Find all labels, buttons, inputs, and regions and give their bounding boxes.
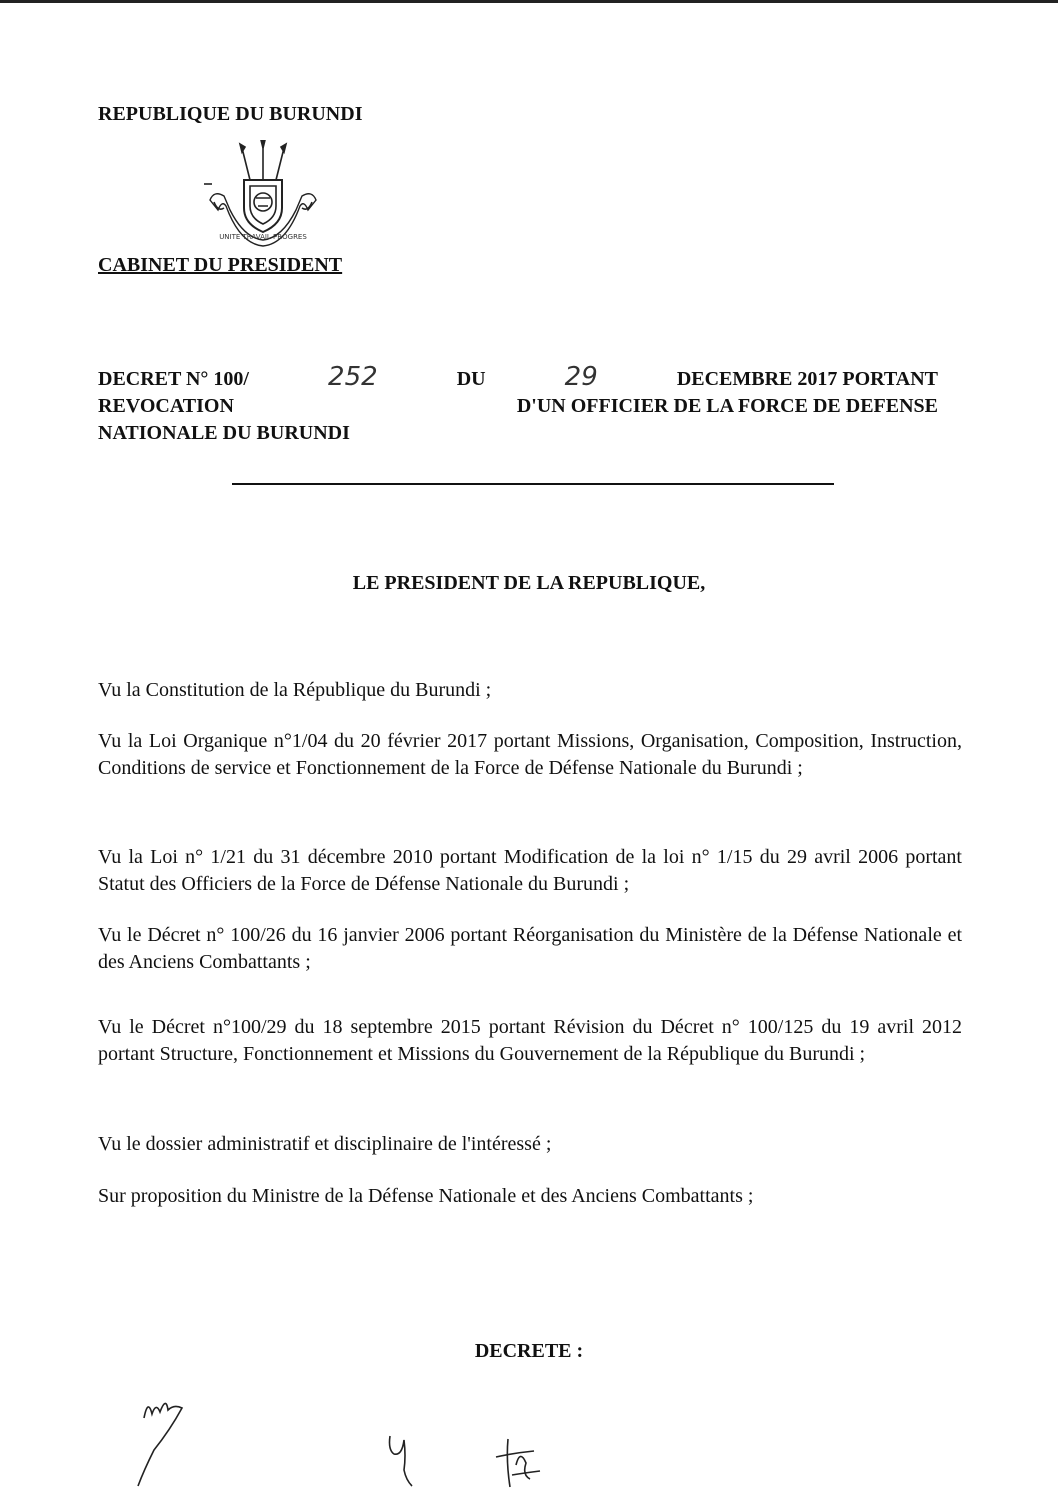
emblem-motto: UNITE TRAVAIL PROGRES	[219, 233, 307, 241]
visa-constitution: Vu la Constitution de la République du Burundi ;	[98, 679, 492, 701]
visa-loi-statut-officiers: Vu la Loi n° 1/21 du 31 décembre 2010 portant Modification de la loi n° 1/15 du 29 avril 2006 portant Statut des Officiers de la Force de Défense Nationale du Burundi ;	[98, 846, 962, 895]
handwritten-initials-left	[130, 1390, 200, 1490]
visa-dossier: Vu le dossier administratif et disciplinaire de l'intéressé ;	[98, 1133, 552, 1155]
decree-officier: D'UN OFFICIER DE LA FORCE DE DEFENSE	[516, 395, 938, 417]
cabinet-header: CABINET DU PRESIDENT	[98, 254, 343, 276]
title-divider	[232, 483, 834, 485]
visa-loi-organique: Vu la Loi Organique n°1/04 du 20 février 2017 portant Missions, Organisation, Composition, Instruction, Conditions de service et Fonctionnement de la Force de Défense Nationale du Burundi ;	[98, 730, 962, 779]
scan-top-edge	[0, 0, 1058, 3]
country-header: REPUBLIQUE DU BURUNDI	[98, 103, 363, 125]
visa-proposition: Sur proposition du Ministre de la Défense Nationale et des Anciens Combattants ;	[98, 1185, 754, 1207]
visa-decret-revision: Vu le Décret n°100/29 du 18 septembre 2015 portant Révision du Décret n° 100/125 du 19 avril 2012 portant Structure, Fonctionnement et Missions du Gouvernement de la République du Burundi ;	[98, 1016, 962, 1065]
decree-du: DU	[456, 368, 486, 390]
visa-decret-reorganisation: Vu le Décret n° 100/26 du 16 janvier 2006 portant Réorganisation du Ministère de la Défense Nationale et des Anciens Combattants ;	[98, 924, 962, 973]
handwritten-initials-right	[490, 1435, 550, 1495]
decrete-heading: DECRETE :	[474, 1340, 584, 1362]
decree-revocation: REVOCATION	[98, 395, 234, 417]
president-heading: LE PRESIDENT DE LA REPUBLIQUE,	[352, 572, 706, 594]
decree-title-line-2	[98, 393, 938, 420]
handwritten-initials-middle	[380, 1430, 420, 1490]
decree-month-year: DECEMBRE 2017 PORTANT	[676, 368, 938, 390]
decree-number-prefix: DECRET N° 100/	[98, 368, 249, 390]
handwritten-day: 29	[564, 362, 598, 392]
decree-title	[98, 364, 938, 447]
coat-of-arms-emblem	[200, 140, 326, 252]
handwritten-decree-number: 252	[328, 362, 378, 392]
decree-title-line-1	[98, 364, 938, 393]
decree-title-line-3: NATIONALE DU BURUNDI	[98, 422, 350, 444]
